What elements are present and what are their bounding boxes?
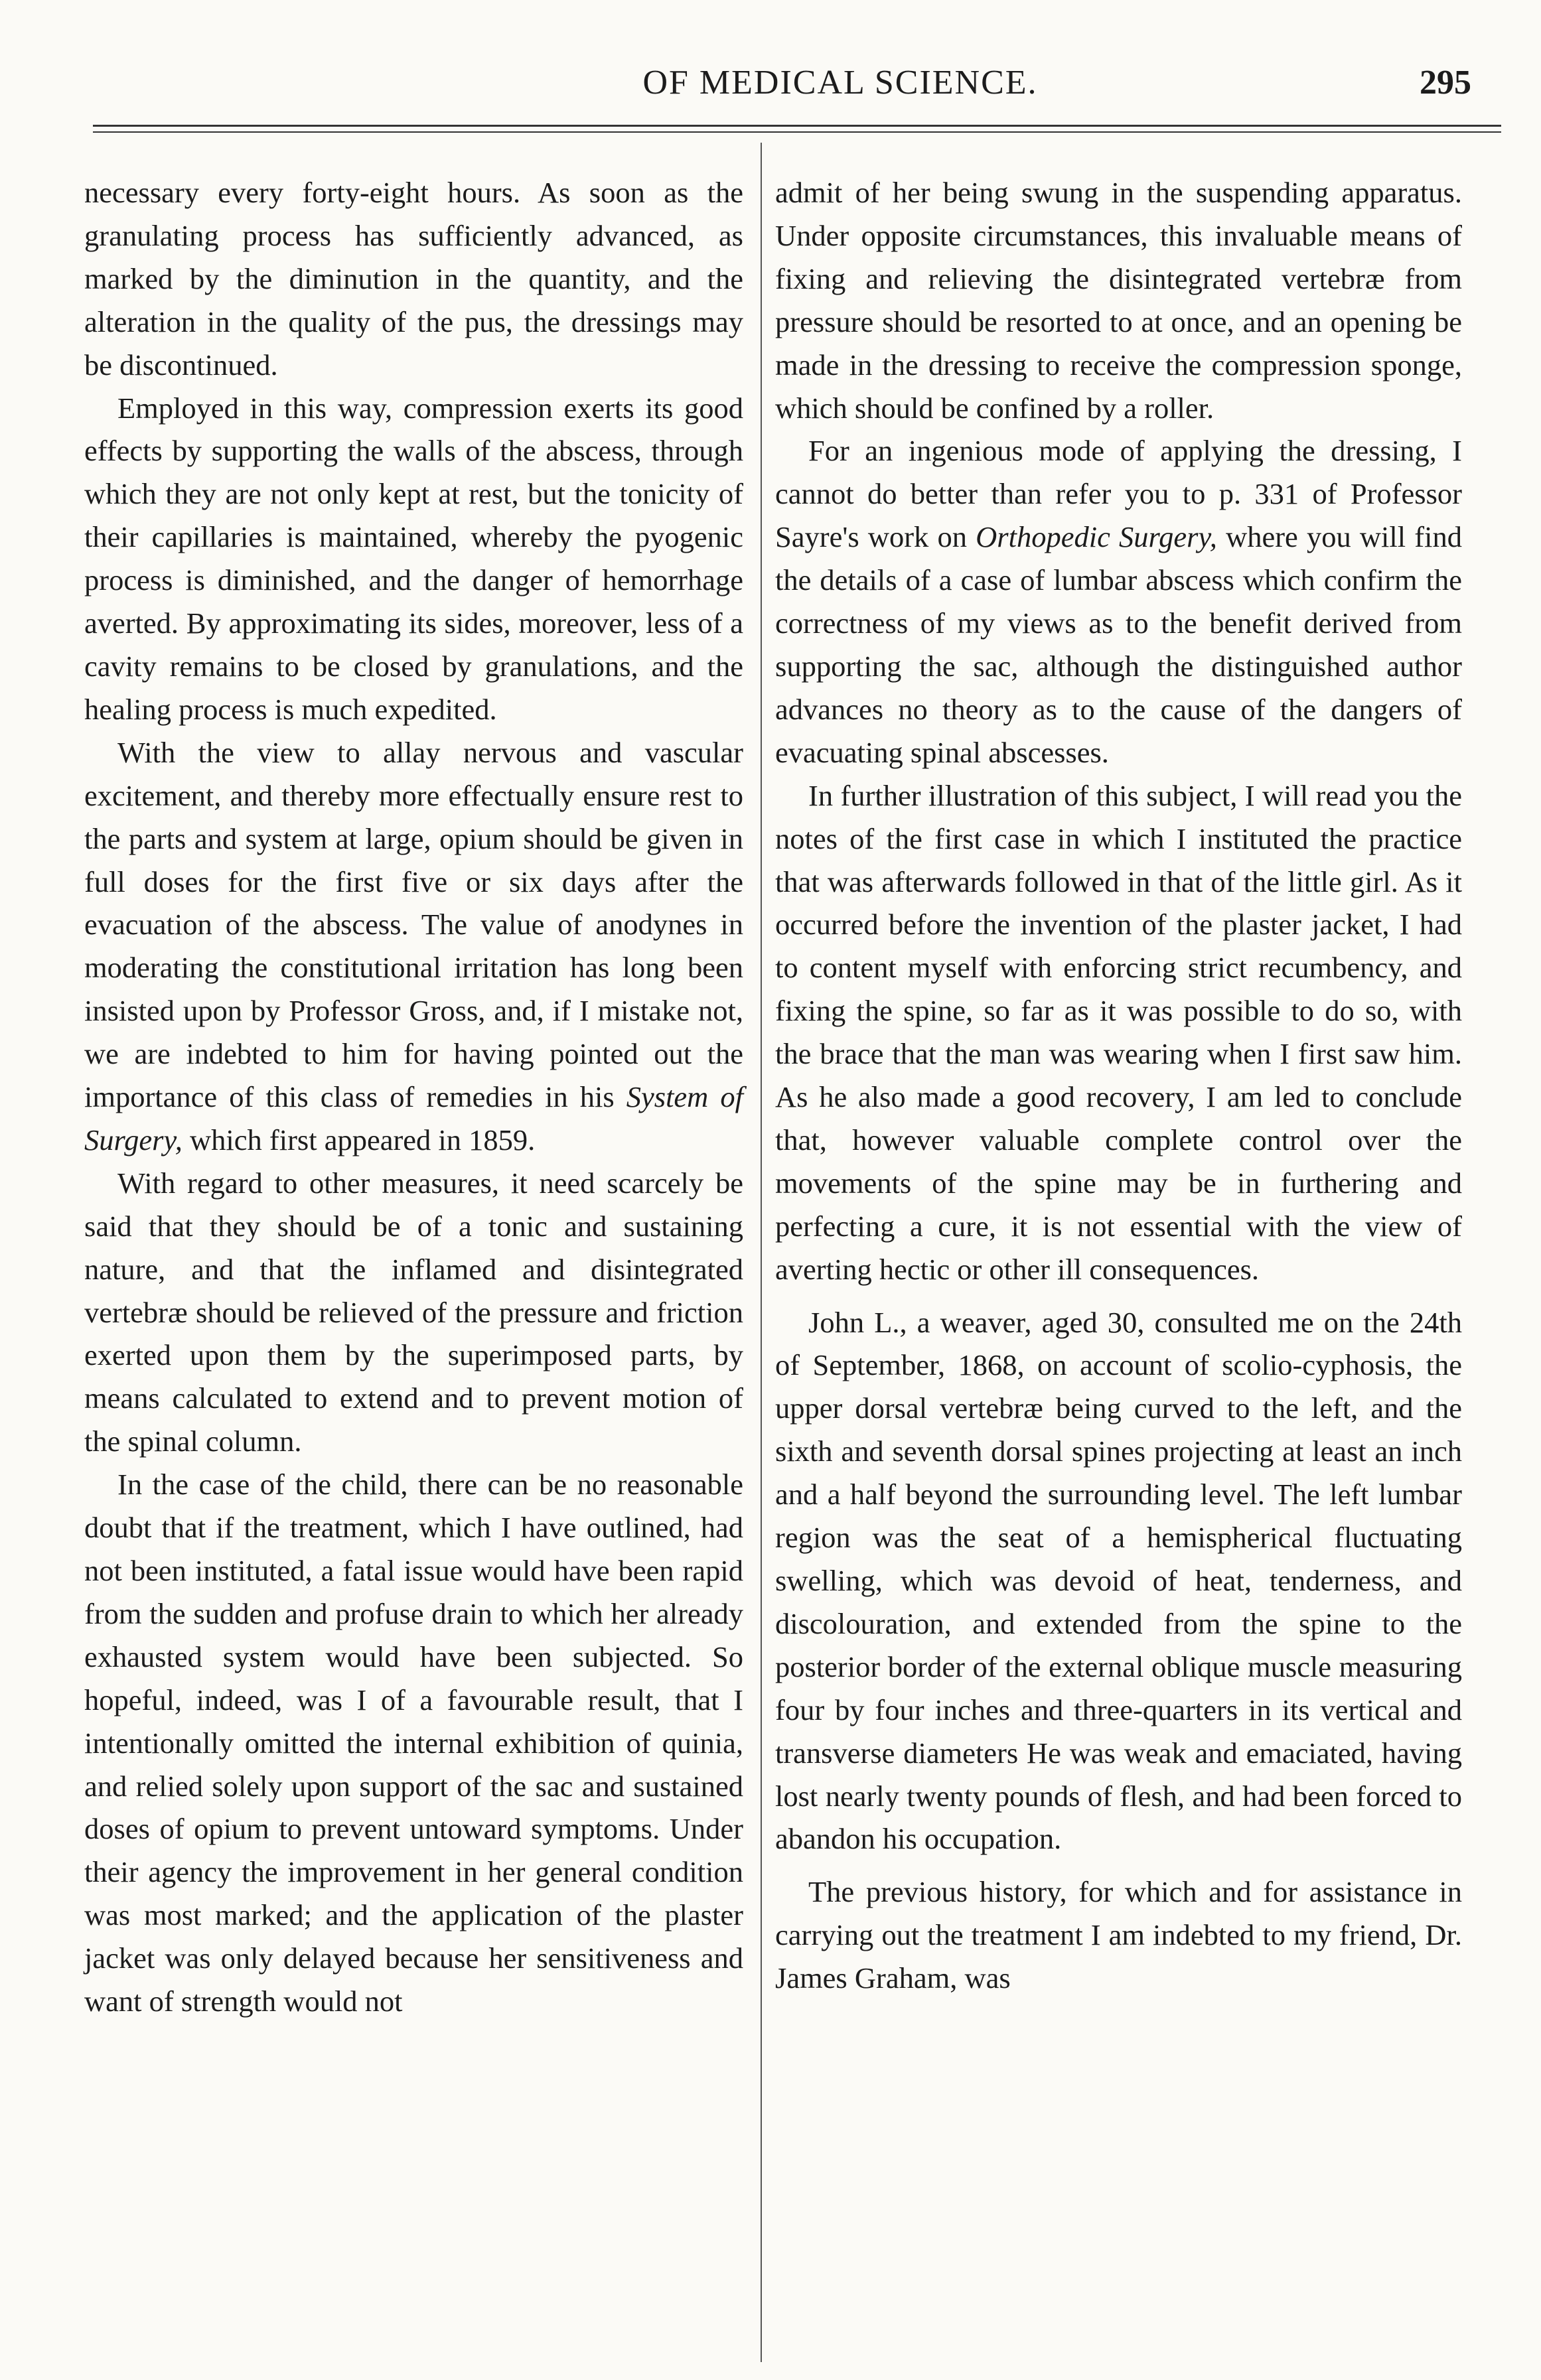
paragraph: necessary every forty-eight hours. As soon as the granulating process has sufficiently advanced, as marked by the diminution in the quantity, and the alteration in the quality of the pus, the dressings may be discontinued. xyxy=(84,176,743,382)
paragraph-text-cont: where you will find the details of a case of lumbar abscess which confirm the correctness of my views as to the benefit derived from supporting the sac, although the distinguished author advances no theory as to the cause of the dangers of evacuating spinal abscesses. xyxy=(775,520,1462,769)
header-rule-thin xyxy=(93,131,1501,133)
paragraph: In further illustration of this subject, I will read you the notes of the first case in which I instituted the practice that was afterwards followed in that of the little girl. As it occurred before the invention of the plaster jacket, I had to content myself with enforcing strict recumbency, and fixing the spine, so far as it was possible to do so, with the brace that the man was wearing when I first saw him. As he also made a good recovery, I am led to conclude that, however valuable complete control over the movements of the spine may be in furthering and perfecting a cure, it is not essential with the view of averting hectic or other ill consequences. xyxy=(775,778,1462,1286)
right-column xyxy=(775,171,1462,2000)
page-number: 295 xyxy=(1420,64,1471,102)
header-rule xyxy=(93,125,1501,127)
paragraph: The previous history, for which and for assistance in carrying out the treatment I am indebted to my friend, Dr. James Graham, was xyxy=(775,1875,1462,1995)
paragraph: Employed in this way, compression exerts its good effects by supporting the walls of the abscess, through which they are not only kept at rest, but the tonicity of their capillaries is maintained, whereby the pyogenic process is diminished, and the danger of hemorrhage averted. By approximating its sides, moreover, less of a cavity remains to be closed by granulations, and the healing process is much expedited. xyxy=(84,391,743,726)
paragraph-text: With the view to allay nervous and vascular excitement, and thereby more effectually ensure rest to the parts and system at large, opium should be given in full doses for the first five or six days after the evacuation of the abscess. The value of anodynes in moderating the constitutional irritation has long been insisted upon by Professor Gross, and, if I mistake not, we are indebted to him for having pointed out the importance of this class of remedies in his xyxy=(84,735,743,1114)
column-divider xyxy=(761,143,762,2362)
paragraph xyxy=(775,429,1462,774)
running-head xyxy=(86,63,1501,116)
paragraph: In the case of the child, there can be no reasonable doubt that if the treatment, which I have outlined, had not been instituted, a fatal issue would have been rapid from the sudden and profuse drain to which her already exhausted system would have been subjected. So hopeful, indeed, was I of a favourable result, that I intentionally omitted the internal exhibition of quinia, and relied solely upon support of the sac and sustained doses of opium to prevent untoward symptoms. Under their agency the improvement in her general condition was most marked; and the application of the plaster jacket was only delayed because her sensitiveness and want of strength would not xyxy=(84,1468,743,2018)
paragraph: With regard to other measures, it need scarcely be said that they should be of a tonic and sustaining nature, and that the inflamed and disintegrated vertebræ should be relieved of the pressure and friction exerted upon them by the superimposed parts, by means calculated to extend and to prevent motion of the spinal column. xyxy=(84,1166,743,1458)
paragraph: admit of her being swung in the suspending apparatus. Under opposite circumstances, this invaluable means of fixing and relieving the disintegrated vertebræ from pressure should be resorted to at once, and an opening be made in the dressing to receive the compression sponge, which should be confined by a roller. xyxy=(775,176,1462,425)
left-column xyxy=(84,171,743,2023)
running-title: OF MEDICAL SCIENCE. xyxy=(642,64,1038,102)
paragraph xyxy=(84,731,743,1162)
paragraph-text: For an ingenious mode of applying the dressing, I cannot do better than refer you to p. 331 of Professor Sayre's work on xyxy=(775,434,1462,554)
paragraph: John L., a weaver, aged 30, consulted me on the 24th of September, 1868, on account of scolio-cyphosis, the upper dorsal vertebræ being curved to the left, and the sixth and seventh dorsal spines projecting at least an inch and a half beyond the surrounding level. The left lumbar region was the seat of a hemispherical fluctuating swelling, which was devoid of heat, tenderness, and discolouration, and extended from the spine to the posterior border of the external oblique muscle measuring four by four inches and three-quarters in its vertical and transverse diameters He was weak and emaciated, having lost nearly twenty pounds of flesh, and had been forced to abandon his occupation. xyxy=(775,1305,1462,1856)
paragraph-text-cont: which first appeared in 1859. xyxy=(182,1123,536,1156)
book-title: System of Surgery, xyxy=(84,1080,743,1156)
book-title: Orthopedic Surgery, xyxy=(976,520,1217,554)
